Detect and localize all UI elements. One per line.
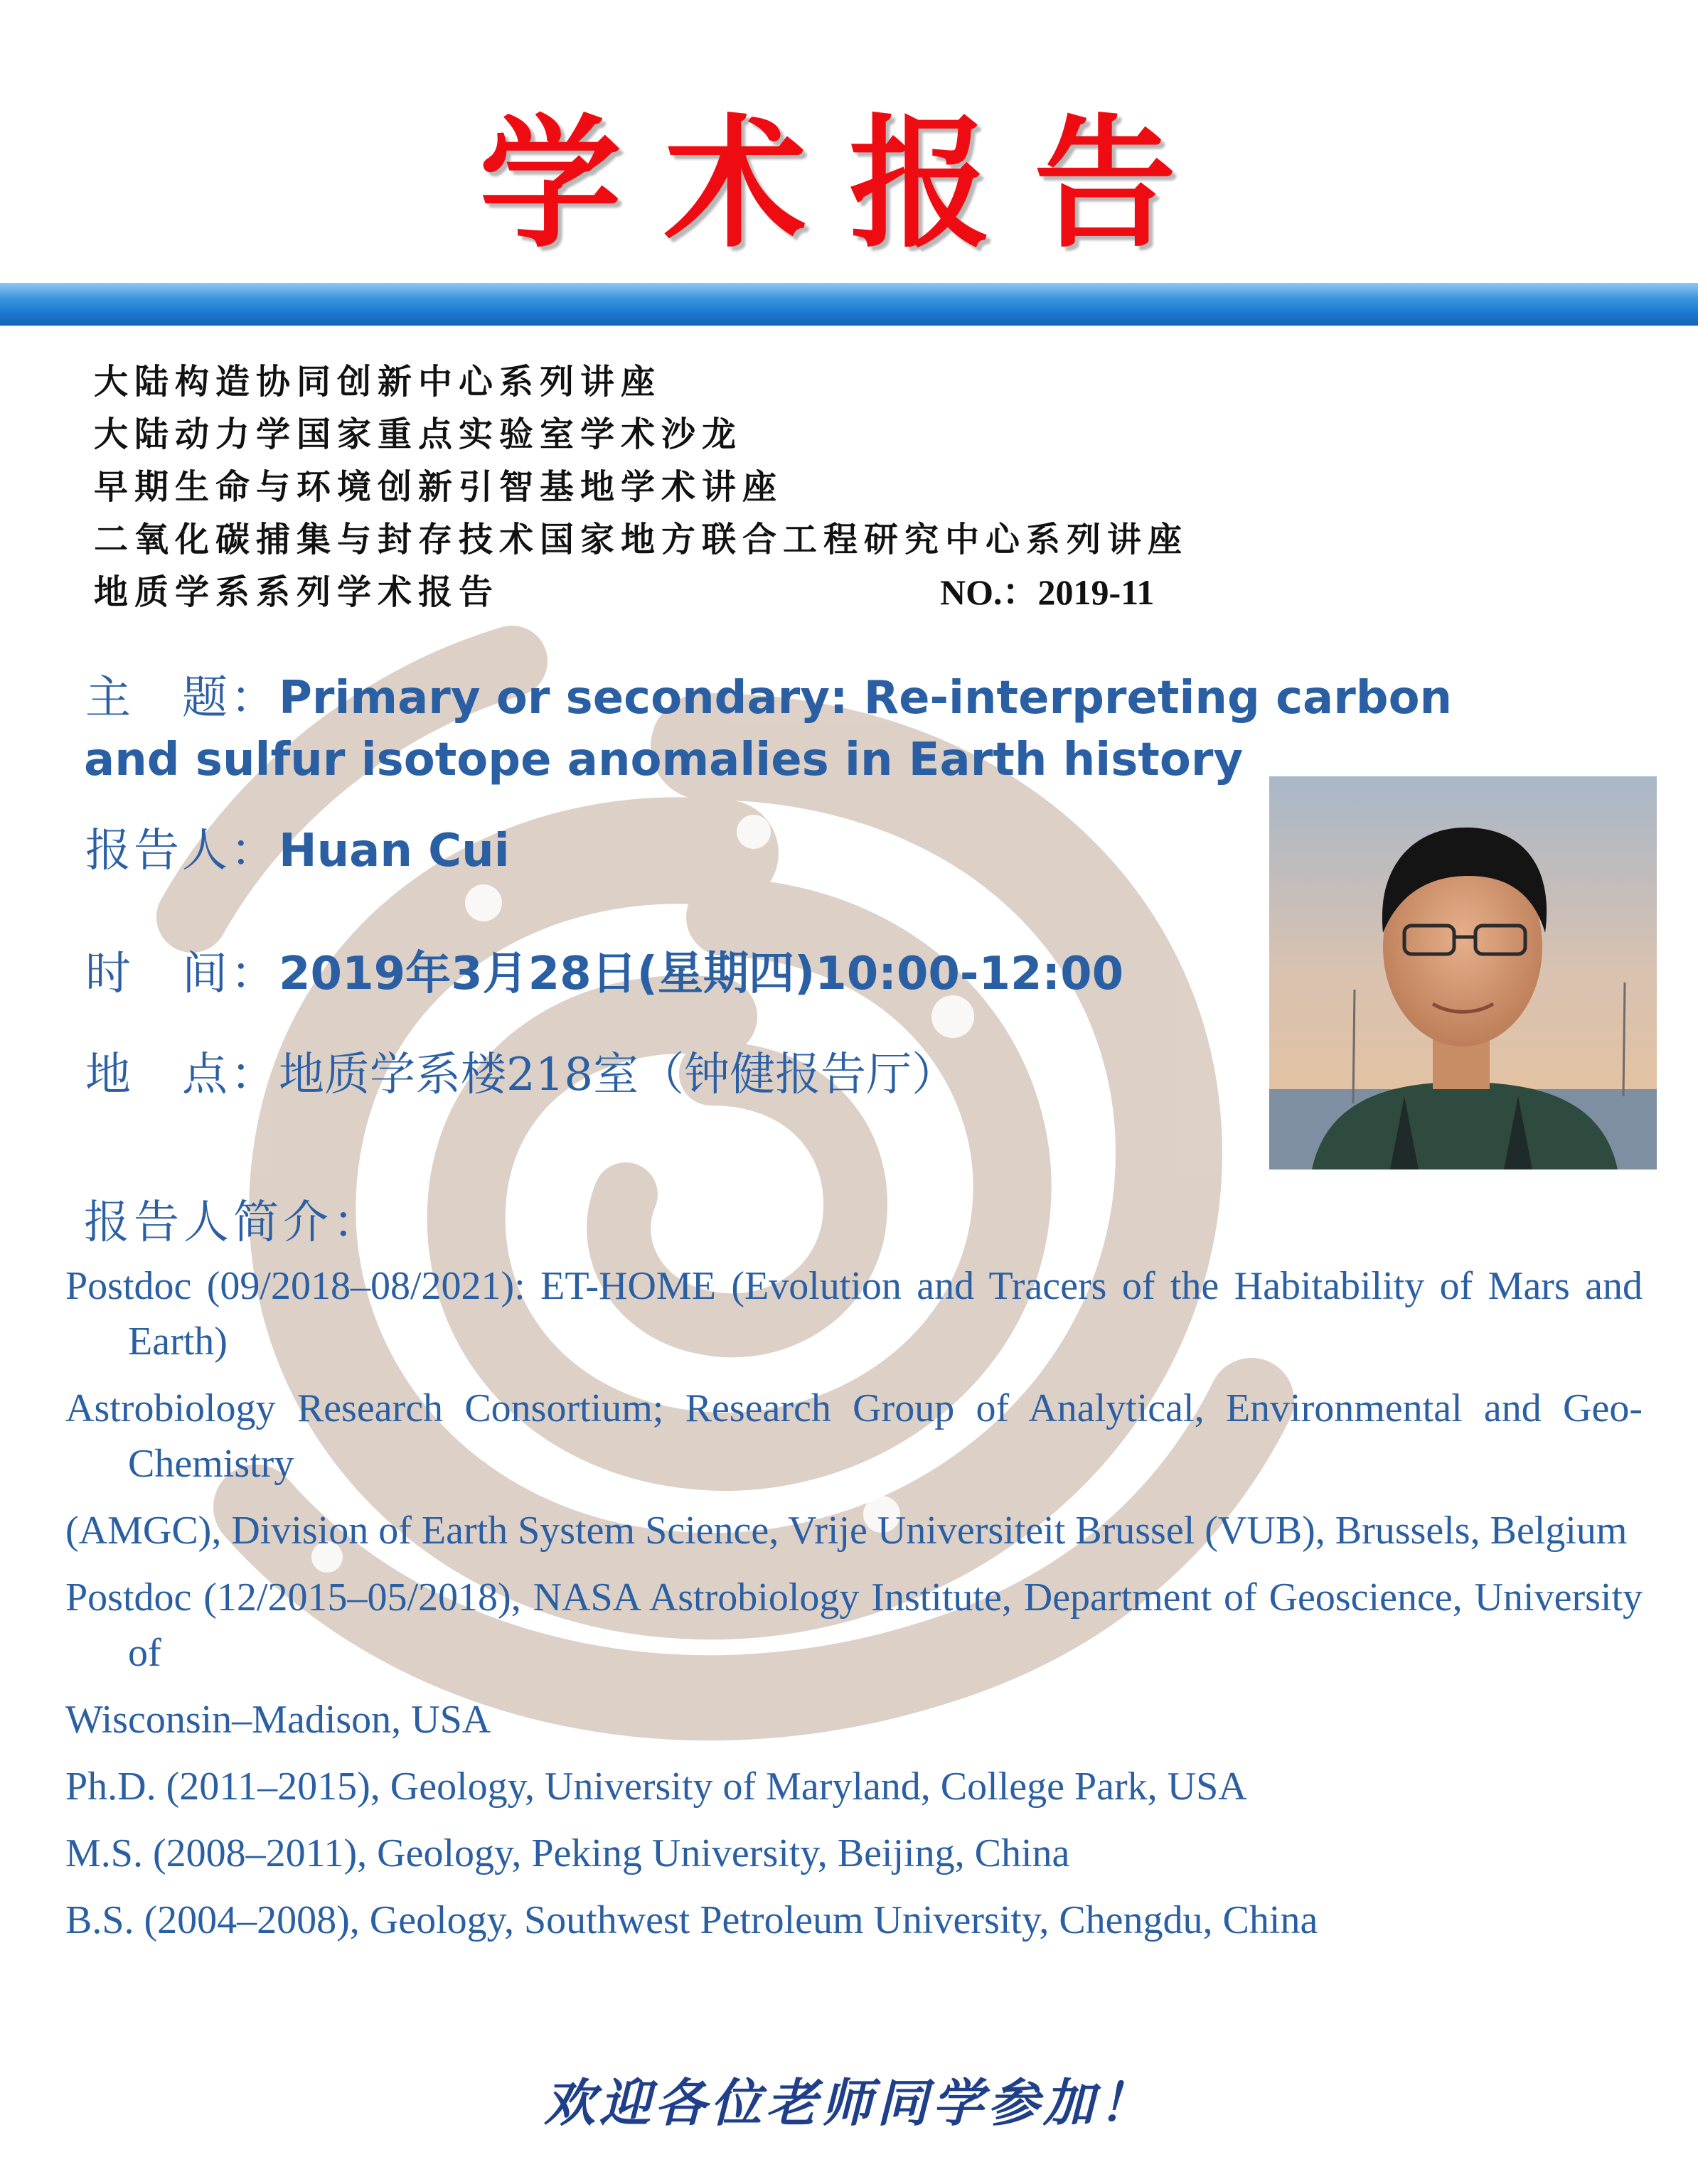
bio-entry: Postdoc (12/2015–05/2018), NASA Astrobiology Institute, Department of Geoscience, University of xyxy=(65,1575,1643,1675)
speaker-label: 报告人： xyxy=(85,825,279,877)
place-row xyxy=(85,1038,957,1103)
series-number: NO.：2019-11 xyxy=(940,572,1155,612)
topic-label: 主 题： xyxy=(85,672,279,724)
time-row xyxy=(85,937,1123,1002)
lecture-series xyxy=(94,355,1445,619)
topic-row-continued xyxy=(84,734,1243,786)
bio-entry: (AMGC), Division of Earth System Science, Vrije Universiteit Brussel (VUB), Brussels, Belgium xyxy=(65,1509,1628,1553)
welcome-message: 欢迎各位老师同学参加！ xyxy=(543,2073,1154,2133)
bio-list xyxy=(65,1258,1643,1959)
place-label: 地 点： xyxy=(85,1049,279,1101)
bio-entry: Postdoc (09/2018–08/2021): ET-HOME (Evolution and Tracers of the Habitability of Mars and Earth) xyxy=(65,1264,1643,1364)
bio-heading: 报告人简介： xyxy=(84,1197,383,1249)
place-value: 地质学系楼218室（钟健报告厅） xyxy=(279,1049,958,1101)
speaker-row xyxy=(85,814,510,879)
speaker-name: Huan Cui xyxy=(279,825,510,877)
series-line: 早期生命与环境创新引智基地学术讲座 xyxy=(94,467,784,507)
header-band xyxy=(0,283,1698,326)
bio-entry: Wisconsin–Madison, USA xyxy=(65,1698,491,1742)
series-line: 二氧化碳捕集与封存技术国家地方联合工程研究中心系列讲座 xyxy=(94,520,1189,560)
time-label: 时 间： xyxy=(85,948,279,1000)
bio-entry: B.S. (2004–2008), Geology, Southwest Petroleum University, Chengdu, China xyxy=(65,1898,1318,1942)
topic-row xyxy=(85,661,1452,727)
topic-line-2: and sulfur isotope anomalies in Earth history xyxy=(84,734,1244,786)
topic-line-1: Primary or secondary: Re-interpreting carbon xyxy=(279,672,1453,724)
series-line: 大陆构造协同创新中心系列讲座 xyxy=(94,362,662,402)
page-title: 学术报告 xyxy=(479,102,1219,267)
bio-entry: M.S. (2008–2011), Geology, Peking University, Beijing, China xyxy=(65,1831,1070,1875)
speaker-photo xyxy=(1269,776,1657,1169)
bio-entry: Astrobiology Research Consortium; Research Group of Analytical, Environmental and Geo- Chemistry xyxy=(65,1386,1643,1486)
bio-entry: Ph.D. (2011–2015), Geology, University of Maryland, College Park, USA xyxy=(65,1765,1247,1809)
series-line: 大陆动力学国家重点实验室学术沙龙 xyxy=(94,414,743,454)
time-value: 2019年3月28日(星期四)10:00-12:00 xyxy=(279,948,1124,1000)
series-line: 地质学系系列学术报告 xyxy=(94,572,500,612)
